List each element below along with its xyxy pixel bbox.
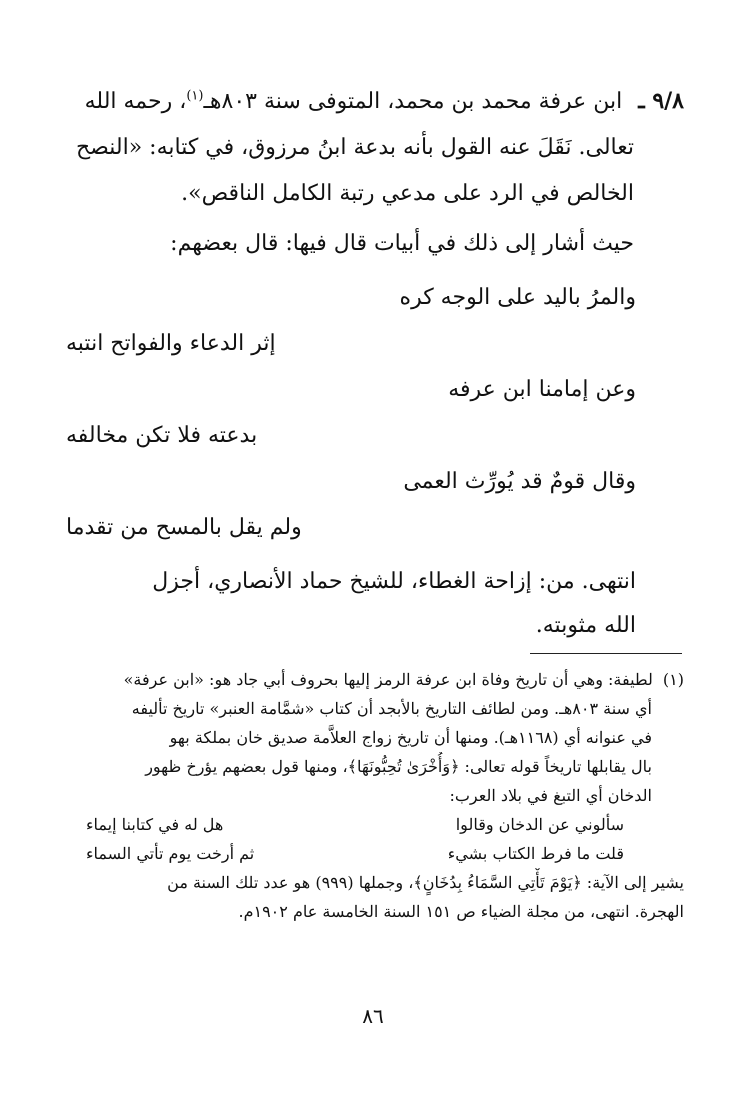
poem-verse-1: والمرُ باليد على الوجه كره — [399, 285, 636, 310]
closing-line-2: الله مثوبته. — [535, 613, 636, 638]
footnote-line-1 — [66, 665, 684, 694]
footnote — [66, 665, 684, 926]
footnote-line-6: يشير إلى الآية: ﴿يَوْمَ تَأْتِي السَّمَاءُ بِدُخَانٍ﴾، وجملها (٩٩٩) هو عدد تلك السنة من — [167, 873, 684, 892]
footnote-line-5: الدخان أي التبغ في بلاد العرب: — [449, 786, 652, 805]
page-number: ٨٦ — [362, 1004, 384, 1028]
closing-paragraph — [66, 560, 636, 648]
footnote-divider — [530, 653, 682, 654]
footnote-verse-1-first: سألوني عن الدخان وقالوا — [455, 815, 624, 834]
footnote-line-1-text: لطيفة: وهي أن تاريخ وفاة ابن عرفة الرمز إليها بحروف أبي جاد هو: «ابن عرفة» — [123, 670, 653, 689]
closing-line-1: انتهى. من: إزاحة الغطاء، للشيخ حماد الأنصاري، أجزل — [152, 569, 636, 594]
poem-verse-6: ولم يقل بالمسح من تقدما — [66, 515, 302, 540]
footnote-verse-2-first: قلت ما فرط الكتاب بشيء — [447, 844, 624, 863]
footnote-poem — [86, 810, 624, 868]
poem-verse-3: وعن إمامنا ابن عرفه — [448, 377, 636, 402]
entry-line-1-tail: ، رحمه الله — [84, 89, 187, 114]
poem-verse-5: وقال قومٌ قد يُورِّث العمى — [403, 469, 636, 494]
footnote-number: (١) — [662, 670, 684, 689]
entry-line-4: حيث أشار إلى ذلك في أبيات قال فيها: قال بعضهم: — [170, 231, 634, 256]
entry-line-1-text: ابن عرفة محمد بن محمد، المتوفى سنة ٨٠٣هـ — [203, 89, 623, 114]
footnote-line-3: في عنوانه أي (١١٦٨هـ). ومنها أن تاريخ زواج العلاَّمة صديق خان بملكة بهو — [169, 728, 652, 747]
entry-line-1 — [60, 78, 684, 125]
footnote-verse-2-second: ثم أرخت يوم تأتي السماء — [86, 844, 255, 863]
footnote-line-2: أي سنة ٨٠٣هـ. ومن لطائف التاريخ بالأبجد أن كتاب «شمَّامة العنبر» تاريخ تأليفه — [131, 699, 652, 718]
entry-block — [60, 78, 684, 267]
entry-number: ٩/٨ ـ — [638, 88, 684, 114]
footnote-reference[interactable]: (١) — [186, 88, 204, 104]
footnote-verse-1-second: هل له في كتابنا إيماء — [86, 815, 224, 834]
poem-verse-2: إثر الدعاء والفواتح انتبه — [66, 331, 276, 356]
poem — [66, 276, 636, 550]
poem-verse-4: بدعته فلا تكن مخالفه — [66, 423, 258, 448]
entry-line-3: الخالص في الرد على مدعي رتبة الكامل الناقص». — [181, 181, 634, 206]
footnote-line-4: بال يقابلها تاريخاً قوله تعالى: ﴿وَأُخْرَىٰ تُحِبُّونَهَا﴾، ومنها قول بعضهم يؤرخ ظهور — [145, 757, 652, 776]
footnote-line-7: الهجرة. انتهى، من مجلة الضياء ص ١٥١ السنة الخامسة عام ١٩٠٢م. — [238, 902, 684, 921]
entry-line-2: تعالى. نَقَلَ عنه القول بأنه بدعة ابنُ مرزوق، في كتابه: «النصح — [75, 135, 634, 160]
